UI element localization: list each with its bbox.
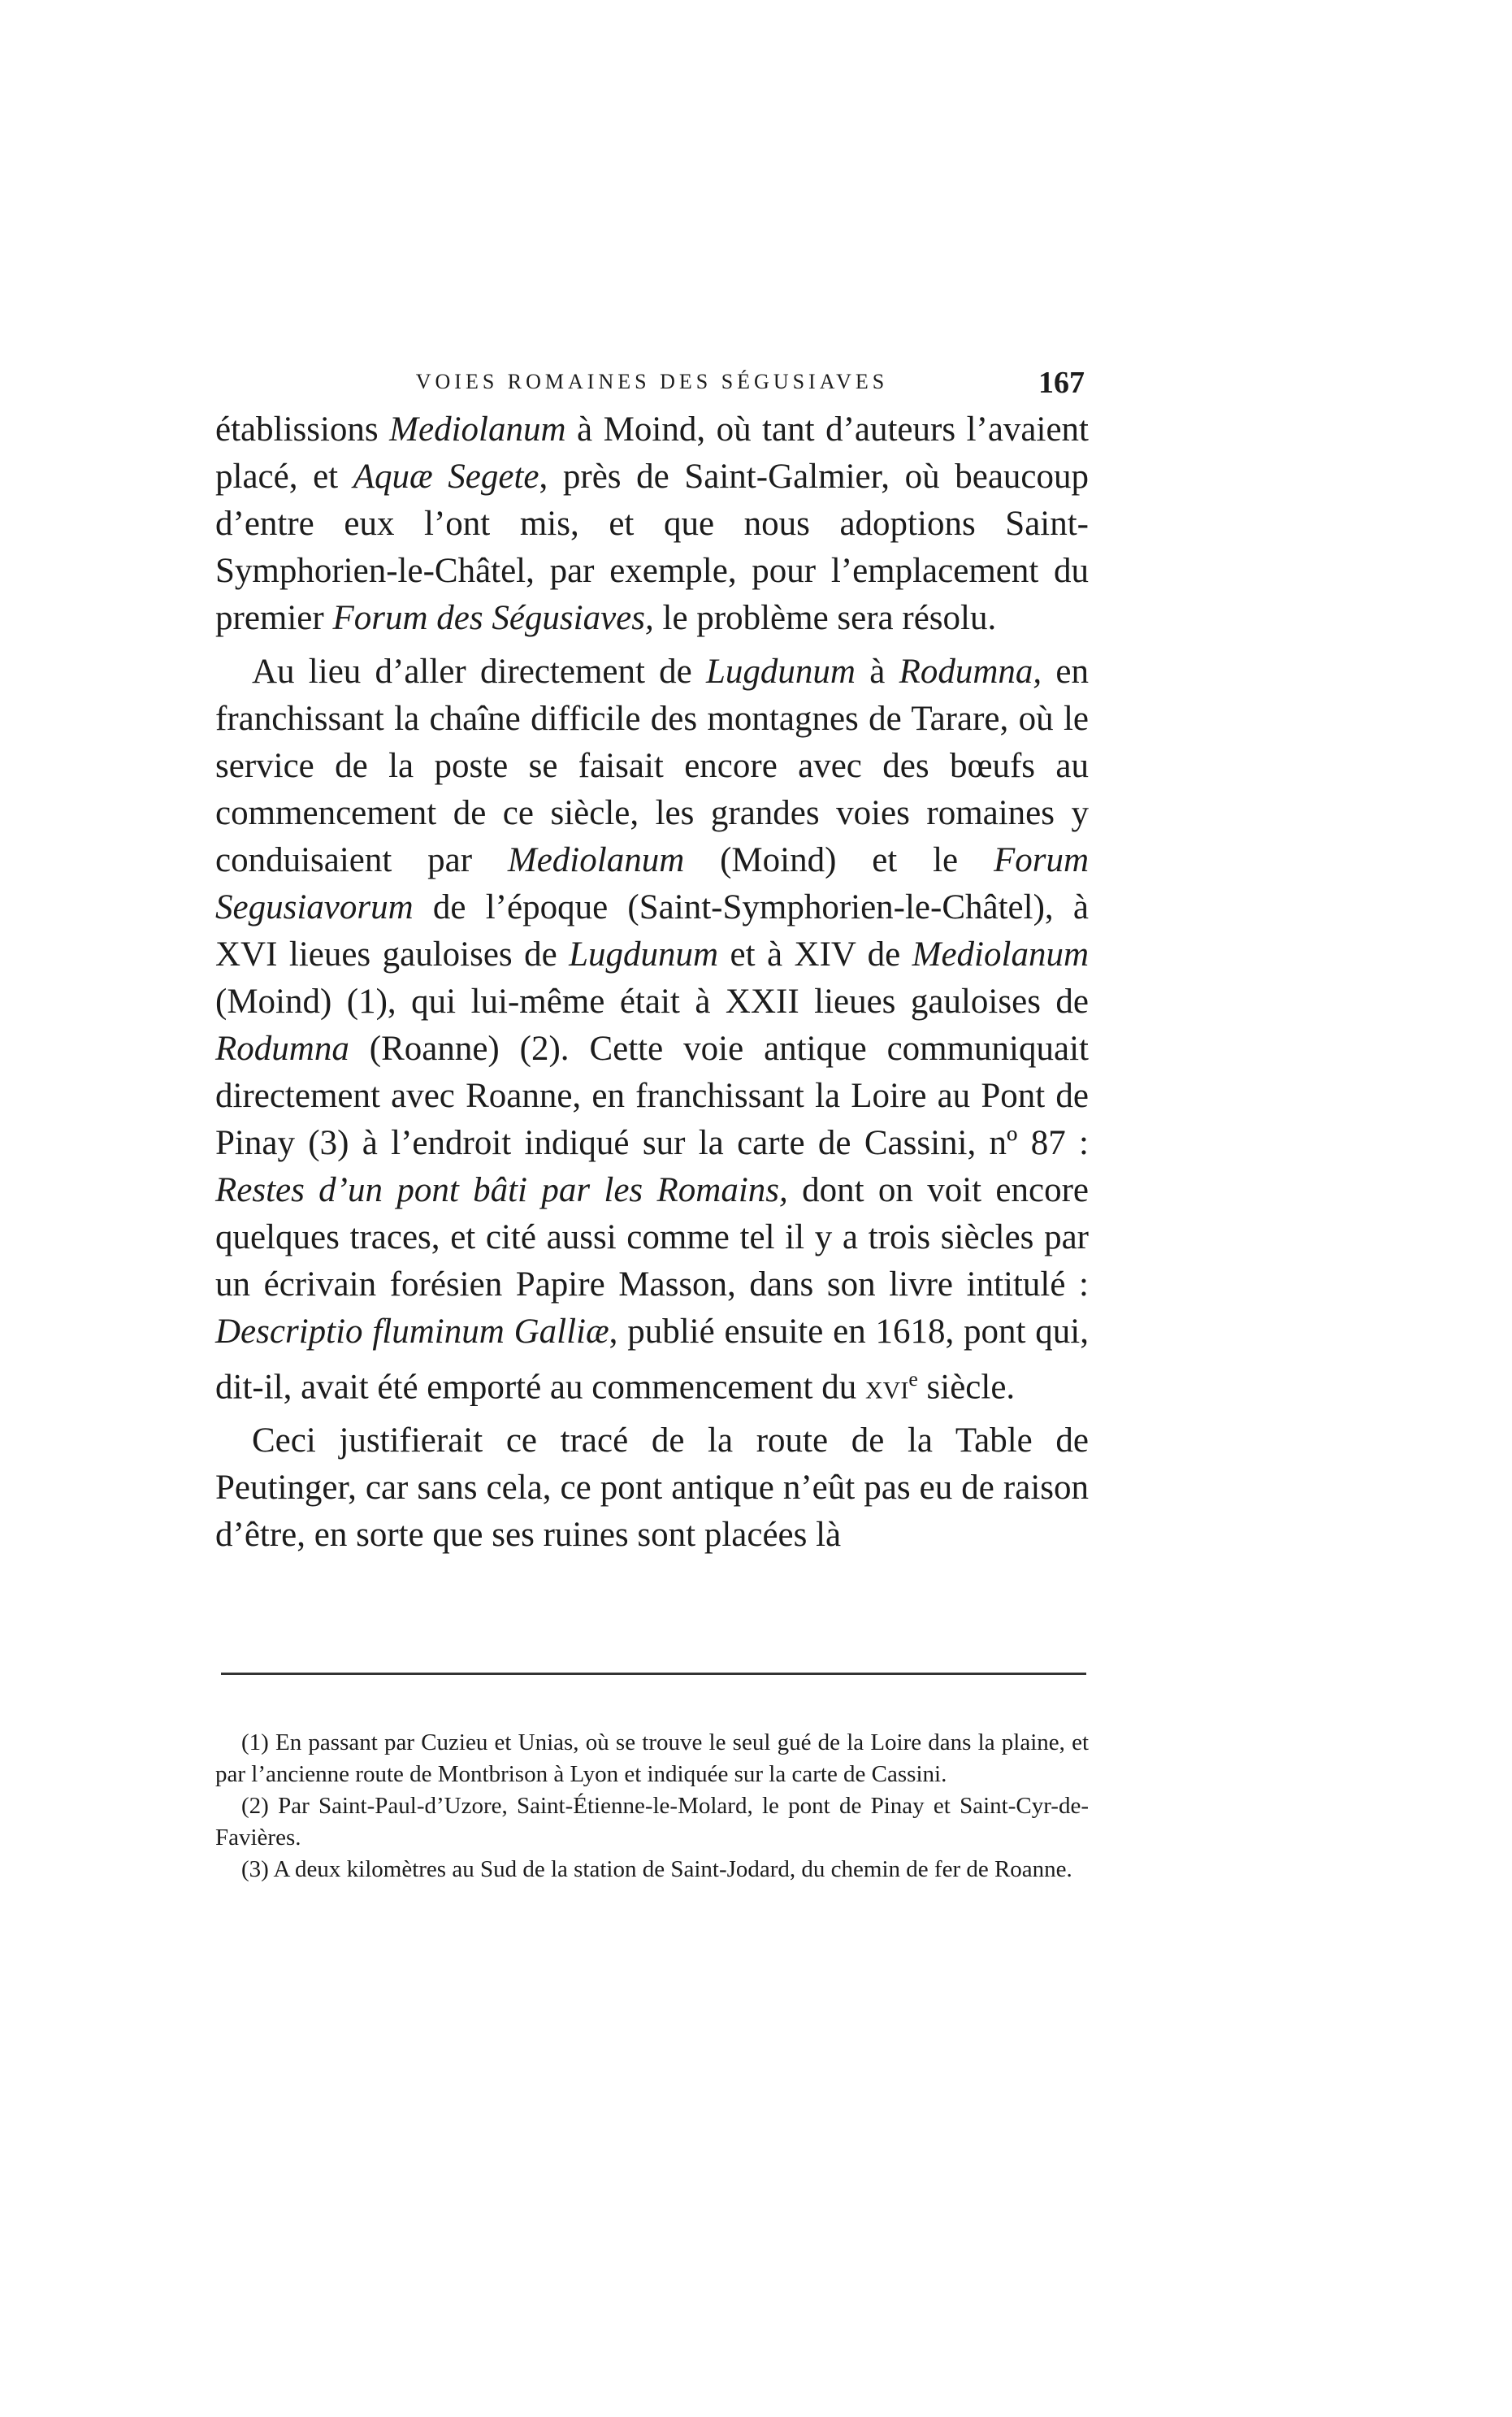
italic-run: Mediolanum <box>912 935 1089 974</box>
text-run: Au lieu d’aller directement de <box>252 653 707 691</box>
italic-run: Forum Segusiavorum <box>215 841 1089 926</box>
century-numeral: xvi <box>864 1368 909 1407</box>
paragraph-2 <box>215 649 1089 1411</box>
italic-run: Mediolanum <box>507 841 685 879</box>
paragraph-3 <box>215 1417 1089 1559</box>
footnotes <box>215 1727 1089 1885</box>
text-run: siècle. <box>917 1368 1016 1407</box>
text-run: Ceci justifierait ce tracé de la route de la Table de Peutinger, car sans cela, ce pont antique n’eût pas eu de raison d’être, en sorte que ses ruines sont placées là <box>215 1421 1089 1555</box>
text-run: dont on voit encore quelques traces, et cité aussi comme tel il y a trois siècles par un écrivain forésien Papire Masson, dans son livre intitulé : <box>215 1171 1089 1304</box>
footnote-divider <box>221 1673 1086 1675</box>
text-run: de l’époque (Saint-Symphorien-le-Châtel), à XVI lieues gauloises de <box>215 888 1089 974</box>
text-run: à <box>855 653 899 691</box>
italic-run: Mediolanum <box>389 410 566 449</box>
superscript: e <box>908 1367 918 1391</box>
footnote-3: (3) A deux kilomètres au Sud de la station de Saint-Jodard, du chemin de fer de Roanne. <box>241 1856 1072 1882</box>
footnote-1: (1) En passant par Cuzieu et Unias, où se trouve le seul gué de la Loire dans la plaine, et par l’ancienne route de Montbrison à Lyon et indiquée sur la carte de Cassini. <box>215 1729 1089 1787</box>
italic-run: Rodumna, <box>899 653 1042 691</box>
footnote-2: (2) Par Saint-Paul-d’Uzore, Saint-Étienne-le-Molard, le pont de Pinay et Saint-Cyr-de-Favières. <box>215 1793 1089 1851</box>
text-run: en franchissant la chaîne difficile des montagnes de Tarare, où le service de la poste se faisait encore avec des bœufs au commencement de ce siècle, les grandes voies romaines y conduisaient par <box>215 653 1089 879</box>
italic-run: Restes d’un pont bâti par les Romains, <box>215 1171 788 1209</box>
page-header <box>219 366 1085 410</box>
paragraph-1 <box>215 406 1089 642</box>
text-run: (Moind) (1), qui lui-même était à XXII lieues gauloises de <box>215 983 1089 1021</box>
italic-run: Lugdunum <box>569 935 719 974</box>
text-run: (Moind) et le <box>684 841 994 879</box>
text-run: , publié ensuite en 1618, pont qui, dit-il, avait été emporté au commencement du <box>215 1313 1089 1407</box>
running-head: VOIES ROMAINES DES SÉGUSIAVES <box>415 370 889 393</box>
text-run: , près de Saint-Galmier, où beaucoup d’entre eux l’ont mis, et que nous adoptions Saint-Symphorien-le-Châtel, par exemple, pour l’emplacement du premier <box>215 458 1089 637</box>
italic-run: Descriptio fluminum Galliæ <box>215 1313 609 1351</box>
main-text <box>215 406 1089 1559</box>
text-run: (Roanne) (2). Cette voie antique communiquait directement avec Roanne, en franchissant la Loire au Pont de Pinay (3) à l’endroit indiqué sur la carte de Cassini, nº 87 : <box>215 1030 1089 1162</box>
text-run: à Moind, où tant d’auteurs l’avaient placé, et <box>215 410 1089 496</box>
text-run: le problème sera résolu. <box>653 599 997 637</box>
italic-run: Aquæ Segete <box>353 458 539 496</box>
page-number: 167 <box>1038 366 1085 400</box>
italic-run: Rodumna <box>215 1030 349 1068</box>
text-run: établissions <box>215 410 390 449</box>
text-run: et à XIV de <box>718 935 912 974</box>
italic-run: Lugdunum <box>706 653 856 691</box>
italic-run: Forum des Ségusiaves, <box>332 599 654 637</box>
